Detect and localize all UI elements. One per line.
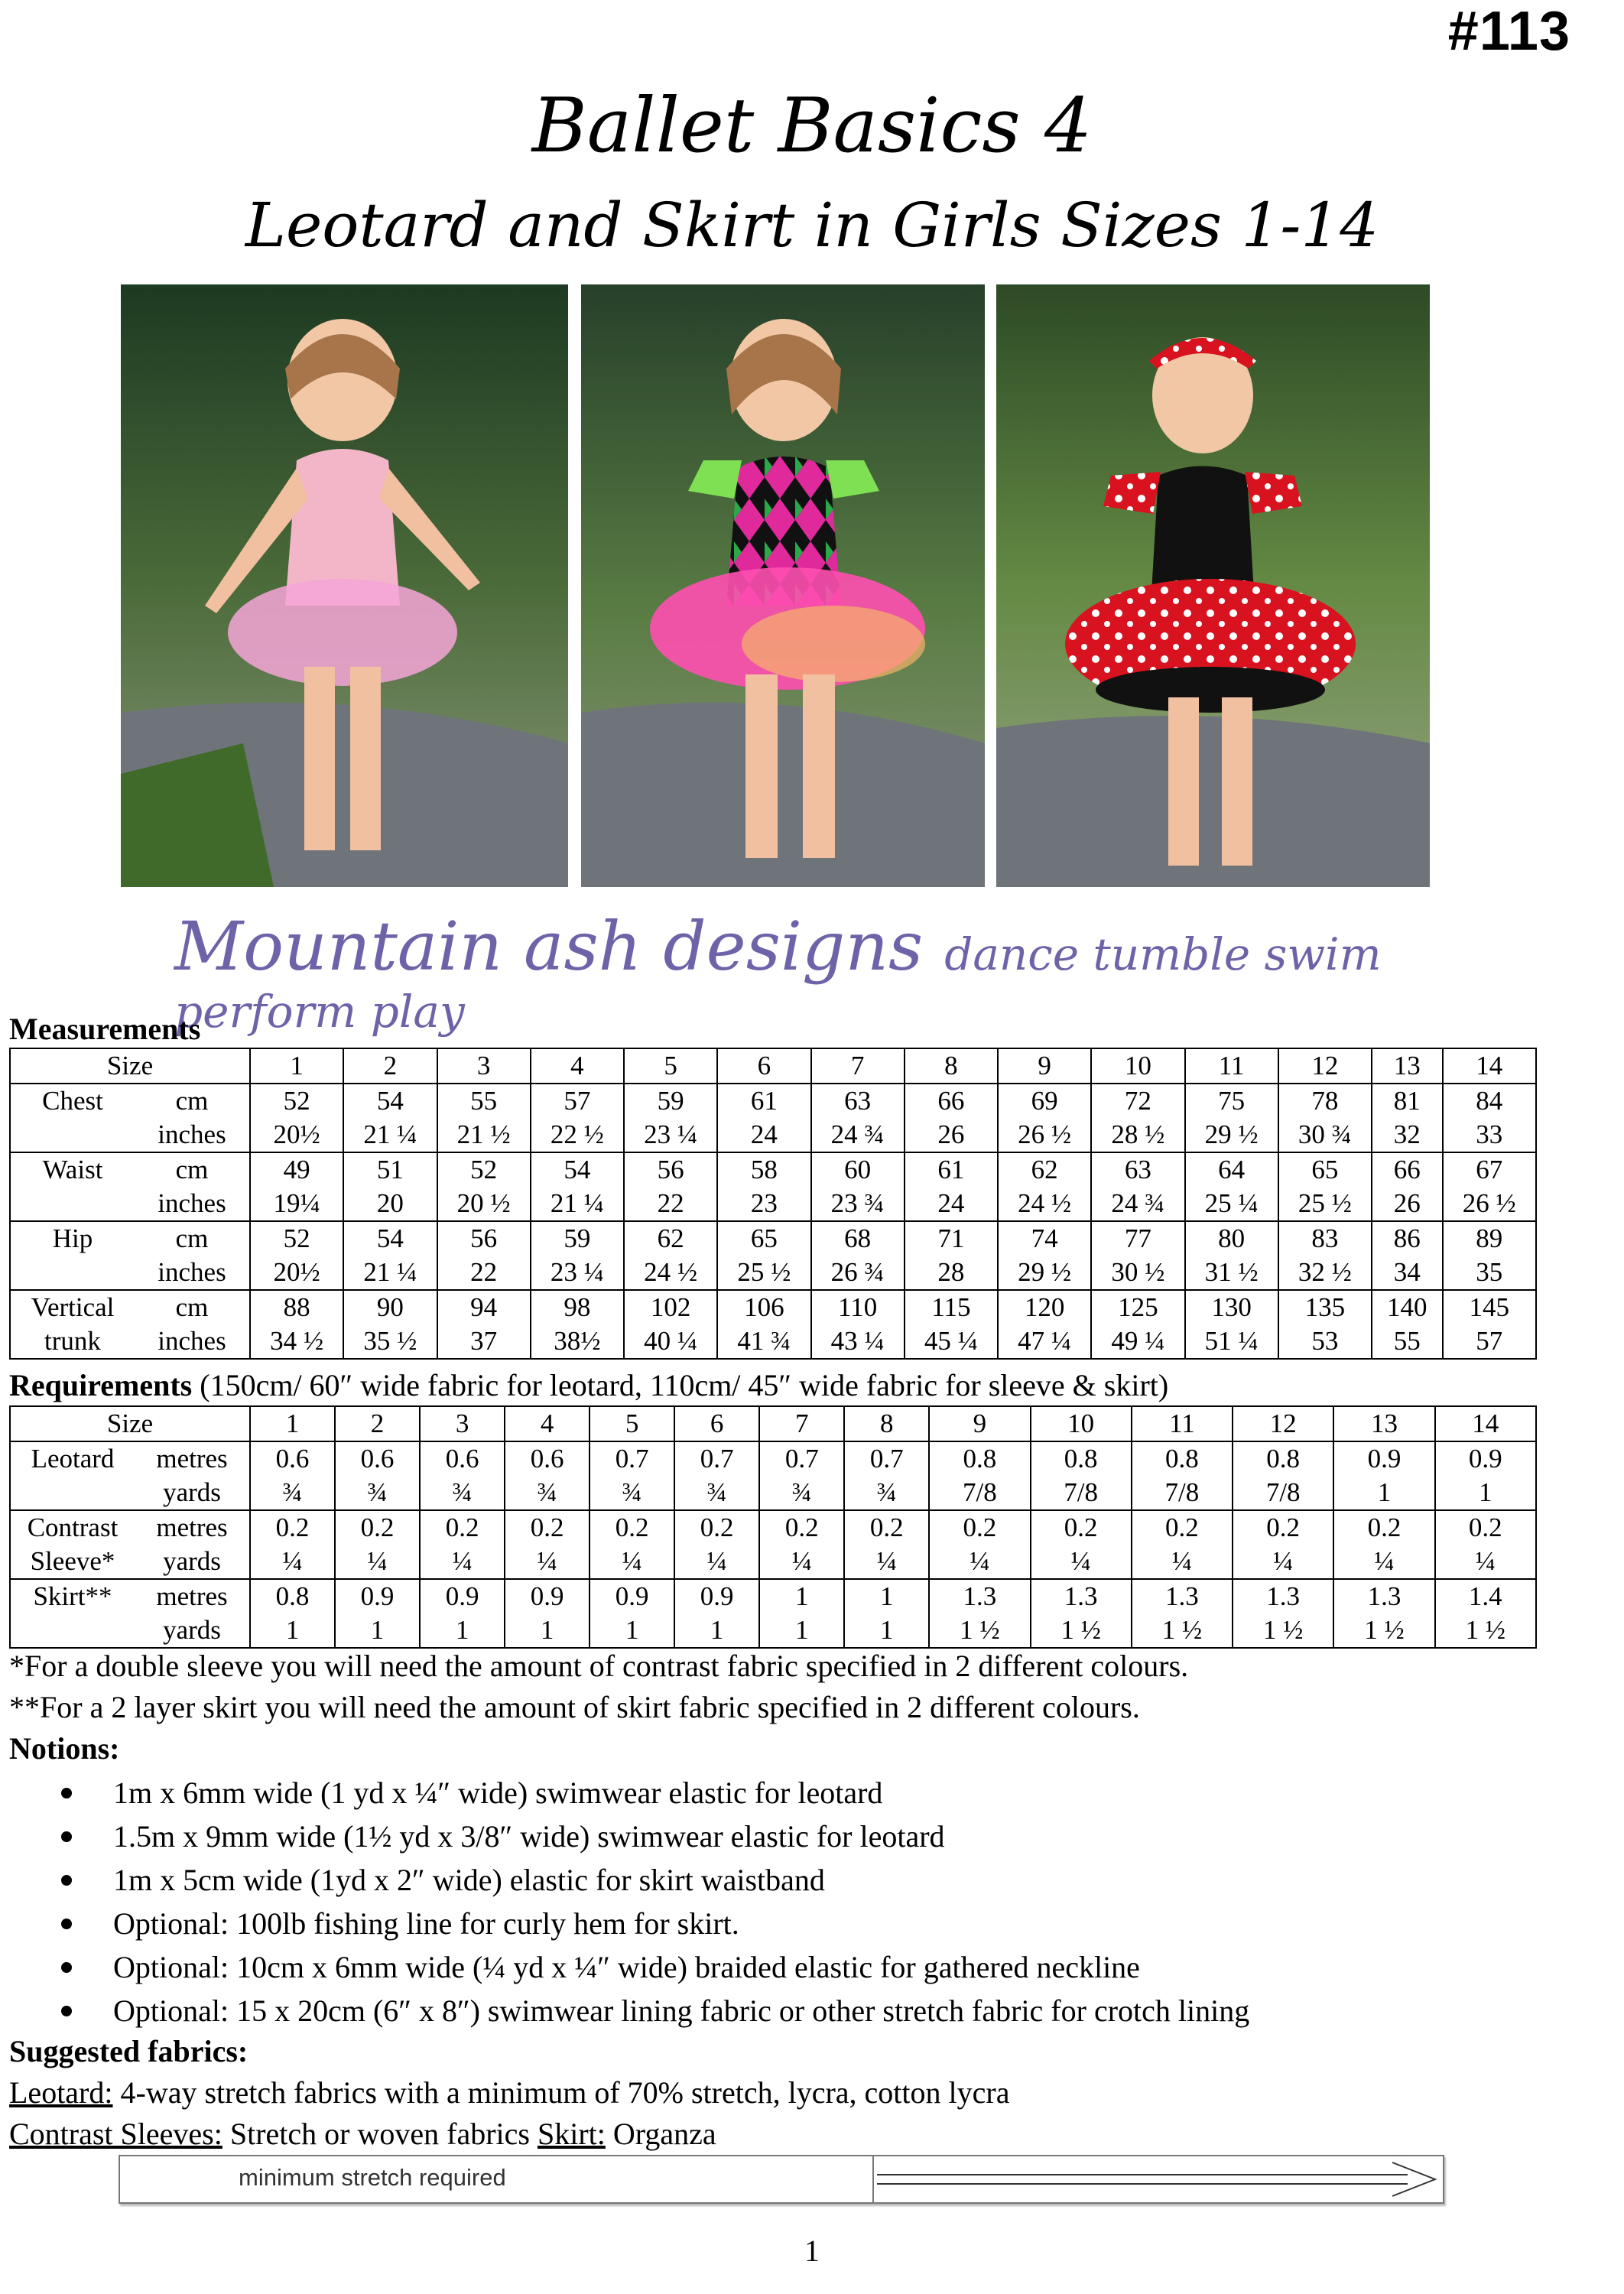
- table-cell: 0.2 ¼: [1435, 1510, 1536, 1579]
- bullet-icon: [61, 1831, 72, 1842]
- table-cell: 56 22: [624, 1152, 717, 1221]
- table-cell: 1.4 1 ½: [1435, 1579, 1536, 1648]
- measurements-heading: Measurements: [9, 1012, 201, 1046]
- table-cell: 86 34: [1372, 1221, 1443, 1290]
- size-header-cell: 11: [1185, 1048, 1278, 1084]
- table-cell: 125 49 ¼: [1091, 1290, 1184, 1359]
- table-cell: 81 32: [1372, 1084, 1443, 1152]
- fabrics-leotard: Leotard: 4-way stretch fabrics with a minimum of 70% stretch, lycra, cotton lycra: [9, 2075, 1010, 2110]
- table-cell: 61 24: [717, 1084, 810, 1152]
- table-cell: 0.7 ¾: [759, 1441, 844, 1510]
- table-cell: 145 57: [1443, 1290, 1536, 1359]
- size-header-cell: 5: [624, 1048, 717, 1084]
- table-cell: 66 26: [905, 1084, 998, 1152]
- table-cell: 0.6 ¾: [335, 1441, 420, 1510]
- requirements-note: (150cm/ 60″ wide fabric for leotard, 110cm/ 45″ wide fabric for sleeve & skirt): [192, 1368, 1169, 1402]
- table-cell: 55 21 ½: [437, 1084, 531, 1152]
- size-header-cell: 12: [1233, 1406, 1333, 1441]
- footnote-sleeve: *For a double sleeve you will need the amount of contrast fabric specified in 2 different colours.: [9, 1649, 1189, 1683]
- stretch-gauge-label: minimum stretch required: [239, 2164, 506, 2191]
- table-row: [10, 1441, 1536, 1510]
- table-cell: 67 26 ½: [1443, 1152, 1536, 1221]
- table-cell: 61 24: [905, 1152, 998, 1221]
- unit-label: cm inches: [135, 1084, 250, 1152]
- bullet-icon: [61, 1919, 72, 1929]
- table-cell: 88 34 ½: [250, 1290, 343, 1359]
- table-cell: 0.2 ¼: [250, 1510, 335, 1579]
- row-label: Skirt**: [10, 1579, 135, 1648]
- table-cell: 0.2 ¼: [929, 1510, 1030, 1579]
- size-header-cell: 9: [998, 1048, 1091, 1084]
- table-cell: 69 26 ½: [998, 1084, 1091, 1152]
- table-cell: 0.2 ¼: [759, 1510, 844, 1579]
- size-header-cell: 11: [1132, 1406, 1233, 1441]
- table-cell: 1.3 1 ½: [1233, 1579, 1333, 1648]
- size-label: Size: [10, 1406, 250, 1441]
- size-header-cell: 12: [1278, 1048, 1372, 1084]
- requirements-title: Requirements: [9, 1368, 193, 1402]
- table-cell: 0.7 ¾: [590, 1441, 674, 1510]
- table-row: [10, 1084, 1536, 1152]
- table-cell: 56 22: [437, 1221, 531, 1290]
- bullet-icon: [61, 1875, 72, 1886]
- table-cell: 0.6 ¾: [420, 1441, 505, 1510]
- table-header-row: [10, 1406, 1536, 1441]
- page-title: Ballet Basics 4: [531, 83, 1093, 170]
- table-cell: 0.2 ¼: [674, 1510, 759, 1579]
- pattern-code: #113: [1447, 1, 1570, 62]
- table-cell: 64 25 ¼: [1185, 1152, 1278, 1221]
- table-cell: 89 35: [1443, 1221, 1536, 1290]
- size-header-cell: 3: [420, 1406, 505, 1441]
- table-cell: 62 24 ½: [624, 1221, 717, 1290]
- table-cell: 1.3 1 ½: [1333, 1579, 1434, 1648]
- bullet-icon: [61, 2006, 72, 2016]
- requirements-table: [9, 1405, 1537, 1649]
- table-cell: 0.2 ¼: [505, 1510, 590, 1579]
- table-cell: 0.6 ¾: [250, 1441, 335, 1510]
- table-cell: 49 19¼: [250, 1152, 343, 1221]
- table-cell: 60 23 ¾: [811, 1152, 905, 1221]
- table-cell: 106 41 ¾: [717, 1290, 810, 1359]
- row-label: Vertical trunk: [10, 1290, 135, 1359]
- table-cell: 1 1: [759, 1579, 844, 1648]
- photo-harlequin-leotard: [581, 284, 985, 887]
- table-cell: 94 37: [437, 1290, 531, 1359]
- table-cell: 0.2 ¼: [420, 1510, 505, 1579]
- table-cell: 1.3 1 ½: [929, 1579, 1030, 1648]
- size-header-cell: 6: [717, 1048, 810, 1084]
- table-row: [10, 1579, 1536, 1648]
- table-cell: 63 24 ¾: [811, 1084, 905, 1152]
- table-cell: 65 25 ½: [717, 1221, 810, 1290]
- table-cell: 0.9 1: [674, 1579, 759, 1648]
- size-header-cell: 8: [905, 1048, 998, 1084]
- table-cell: 0.2 ¼: [590, 1510, 674, 1579]
- size-header-cell: 14: [1443, 1048, 1536, 1084]
- table-cell: 0.8 7/8: [929, 1441, 1030, 1510]
- table-cell: 63 24 ¾: [1091, 1152, 1184, 1221]
- table-cell: 0.8 7/8: [1031, 1441, 1132, 1510]
- size-header-cell: 7: [759, 1406, 844, 1441]
- table-cell: 102 40 ¼: [624, 1290, 717, 1359]
- table-cell: 0.6 ¾: [505, 1441, 590, 1510]
- size-header-cell: 10: [1091, 1048, 1184, 1084]
- size-header-cell: 6: [674, 1406, 759, 1441]
- table-cell: 83 32 ½: [1278, 1221, 1372, 1290]
- size-header-cell: 13: [1333, 1406, 1434, 1441]
- table-cell: 0.7 ¾: [674, 1441, 759, 1510]
- table-cell: 0.7 ¾: [844, 1441, 929, 1510]
- table-cell: 59 23 ¼: [531, 1221, 624, 1290]
- table-cell: 52 20½: [250, 1221, 343, 1290]
- row-label: Hip: [10, 1221, 135, 1290]
- unit-label: cm inches: [135, 1221, 250, 1290]
- photo-red-polka-dot: [996, 284, 1430, 887]
- table-cell: 0.9 1: [1333, 1441, 1434, 1510]
- table-cell: 71 28: [905, 1221, 998, 1290]
- table-cell: 52 20½: [250, 1084, 343, 1152]
- table-cell: 59 23 ¼: [624, 1084, 717, 1152]
- table-cell: 0.2 ¼: [1132, 1510, 1233, 1579]
- size-label: Size: [10, 1048, 250, 1084]
- table-header-row: [10, 1048, 1536, 1084]
- size-header-cell: 13: [1372, 1048, 1443, 1084]
- bullet-icon: [61, 1788, 72, 1798]
- table-cell: 115 45 ¼: [905, 1290, 998, 1359]
- fabrics-heading: Suggested fabrics:: [9, 2034, 248, 2068]
- table-cell: 0.9 1: [420, 1579, 505, 1648]
- size-header-cell: 4: [505, 1406, 590, 1441]
- table-cell: 68 26 ¾: [811, 1221, 905, 1290]
- table-cell: 0.9 1: [590, 1579, 674, 1648]
- table-cell: 1 1: [844, 1579, 929, 1648]
- brand-name: Mountain ash designs: [174, 907, 924, 986]
- notion-item: 1m x 6mm wide (1 yd x ¼″ wide) swimwear elastic for leotard: [61, 1771, 1249, 1815]
- table-cell: 78 30 ¾: [1278, 1084, 1372, 1152]
- measurements-table: [9, 1048, 1537, 1360]
- table-cell: 62 24 ½: [998, 1152, 1091, 1221]
- unit-label: cm inches: [135, 1152, 250, 1221]
- photo-pink-leotard: [121, 284, 568, 887]
- table-cell: 110 43 ¼: [811, 1290, 905, 1359]
- notion-item: Optional: 100lb fishing line for curly hem for skirt.: [61, 1902, 1249, 1945]
- table-cell: 120 47 ¼: [998, 1290, 1091, 1359]
- table-cell: 0.2 ¼: [1333, 1510, 1434, 1579]
- unit-label: metres yards: [135, 1579, 250, 1648]
- unit-label: cm inches: [135, 1290, 250, 1359]
- notion-item: 1m x 5cm wide (1yd x 2″ wide) elastic for skirt waistband: [61, 1858, 1249, 1902]
- table-cell: 65 25 ½: [1278, 1152, 1372, 1221]
- fabrics-sleeves-skirt: Contrast Sleeves: Stretch or woven fabrics Skirt: Organza: [9, 2117, 716, 2151]
- size-header-cell: 2: [335, 1406, 420, 1441]
- table-cell: 54 21 ¼: [343, 1221, 437, 1290]
- table-cell: 52 20 ½: [437, 1152, 531, 1221]
- notion-item: 1.5m x 9mm wide (1½ yd x 3/8″ wide) swimwear elastic for leotard: [61, 1815, 1249, 1858]
- arrow-right-icon: [872, 2156, 1443, 2202]
- notion-item: Optional: 15 x 20cm (6″ x 8″) swimwear lining fabric or other stretch fabric for crotch lining: [61, 1989, 1249, 2032]
- size-header-cell: 7: [811, 1048, 905, 1084]
- table-row: [10, 1290, 1536, 1359]
- page-number: 1: [804, 2234, 820, 2268]
- table-cell: 0.8 7/8: [1132, 1441, 1233, 1510]
- bullet-icon: [61, 1962, 72, 1973]
- page-subtitle: Leotard and Skirt in Girls Sizes 1-14: [245, 190, 1379, 261]
- table-row: [10, 1221, 1536, 1290]
- photo-strip: [121, 284, 1430, 887]
- unit-label: metres yards: [135, 1510, 250, 1579]
- table-cell: 135 53: [1278, 1290, 1372, 1359]
- row-label: Waist: [10, 1152, 135, 1221]
- size-header-cell: 2: [343, 1048, 437, 1084]
- requirements-heading: [9, 1367, 1168, 1403]
- size-header-cell: 3: [437, 1048, 531, 1084]
- table-cell: 57 22 ½: [531, 1084, 624, 1152]
- size-header-cell: 1: [250, 1406, 335, 1441]
- table-cell: 1.3 1 ½: [1031, 1579, 1132, 1648]
- brand-line: [174, 907, 1474, 1038]
- table-cell: 84 33: [1443, 1084, 1536, 1152]
- table-cell: 58 23: [717, 1152, 810, 1221]
- table-cell: 90 35 ½: [343, 1290, 437, 1359]
- size-header-cell: 4: [531, 1048, 624, 1084]
- table-cell: 51 20: [343, 1152, 437, 1221]
- row-label: Leotard: [10, 1441, 135, 1510]
- table-cell: 72 28 ½: [1091, 1084, 1184, 1152]
- notions-heading: Notions:: [9, 1731, 120, 1766]
- table-cell: 130 51 ¼: [1185, 1290, 1278, 1359]
- row-label: Chest: [10, 1084, 135, 1152]
- table-cell: 0.2 ¼: [335, 1510, 420, 1579]
- notion-item: Optional: 10cm x 6mm wide (¼ yd x ¼″ wide) braided elastic for gathered neckline: [61, 1945, 1249, 1989]
- notions-list: [61, 1771, 1249, 2032]
- table-cell: 77 30 ½: [1091, 1221, 1184, 1290]
- table-cell: 0.8 7/8: [1233, 1441, 1333, 1510]
- unit-label: metres yards: [135, 1441, 250, 1510]
- table-cell: 80 31 ½: [1185, 1221, 1278, 1290]
- stretch-gauge: [119, 2155, 1444, 2204]
- size-header-cell: 9: [929, 1406, 1030, 1441]
- table-row: [10, 1510, 1536, 1579]
- table-cell: 0.9 1: [1435, 1441, 1536, 1510]
- table-cell: 0.2 ¼: [844, 1510, 929, 1579]
- size-header-cell: 8: [844, 1406, 929, 1441]
- table-cell: 54 21 ¼: [531, 1152, 624, 1221]
- table-cell: 0.2 ¼: [1233, 1510, 1333, 1579]
- table-cell: 75 29 ½: [1185, 1084, 1278, 1152]
- table-cell: 1.3 1 ½: [1132, 1579, 1233, 1648]
- size-header-cell: 10: [1031, 1406, 1132, 1441]
- table-cell: 54 21 ¼: [343, 1084, 437, 1152]
- size-header-cell: 5: [590, 1406, 674, 1441]
- table-cell: 140 55: [1372, 1290, 1443, 1359]
- table-cell: 0.2 ¼: [1031, 1510, 1132, 1579]
- table-cell: 66 26: [1372, 1152, 1443, 1221]
- table-cell: 0.9 1: [335, 1579, 420, 1648]
- brand-tagline: dance tumble swim perform play: [174, 928, 1382, 1038]
- size-header-cell: 14: [1435, 1406, 1536, 1441]
- table-row: [10, 1152, 1536, 1221]
- table-cell: 74 29 ½: [998, 1221, 1091, 1290]
- table-cell: 0.9 1: [505, 1579, 590, 1648]
- table-cell: 98 38½: [531, 1290, 624, 1359]
- row-label: Contrast Sleeve*: [10, 1510, 135, 1579]
- footnote-skirt: **For a 2 layer skirt you will need the amount of skirt fabric specified in 2 different colours.: [9, 1690, 1140, 1724]
- size-header-cell: 1: [250, 1048, 343, 1084]
- table-cell: 0.8 1: [250, 1579, 335, 1648]
